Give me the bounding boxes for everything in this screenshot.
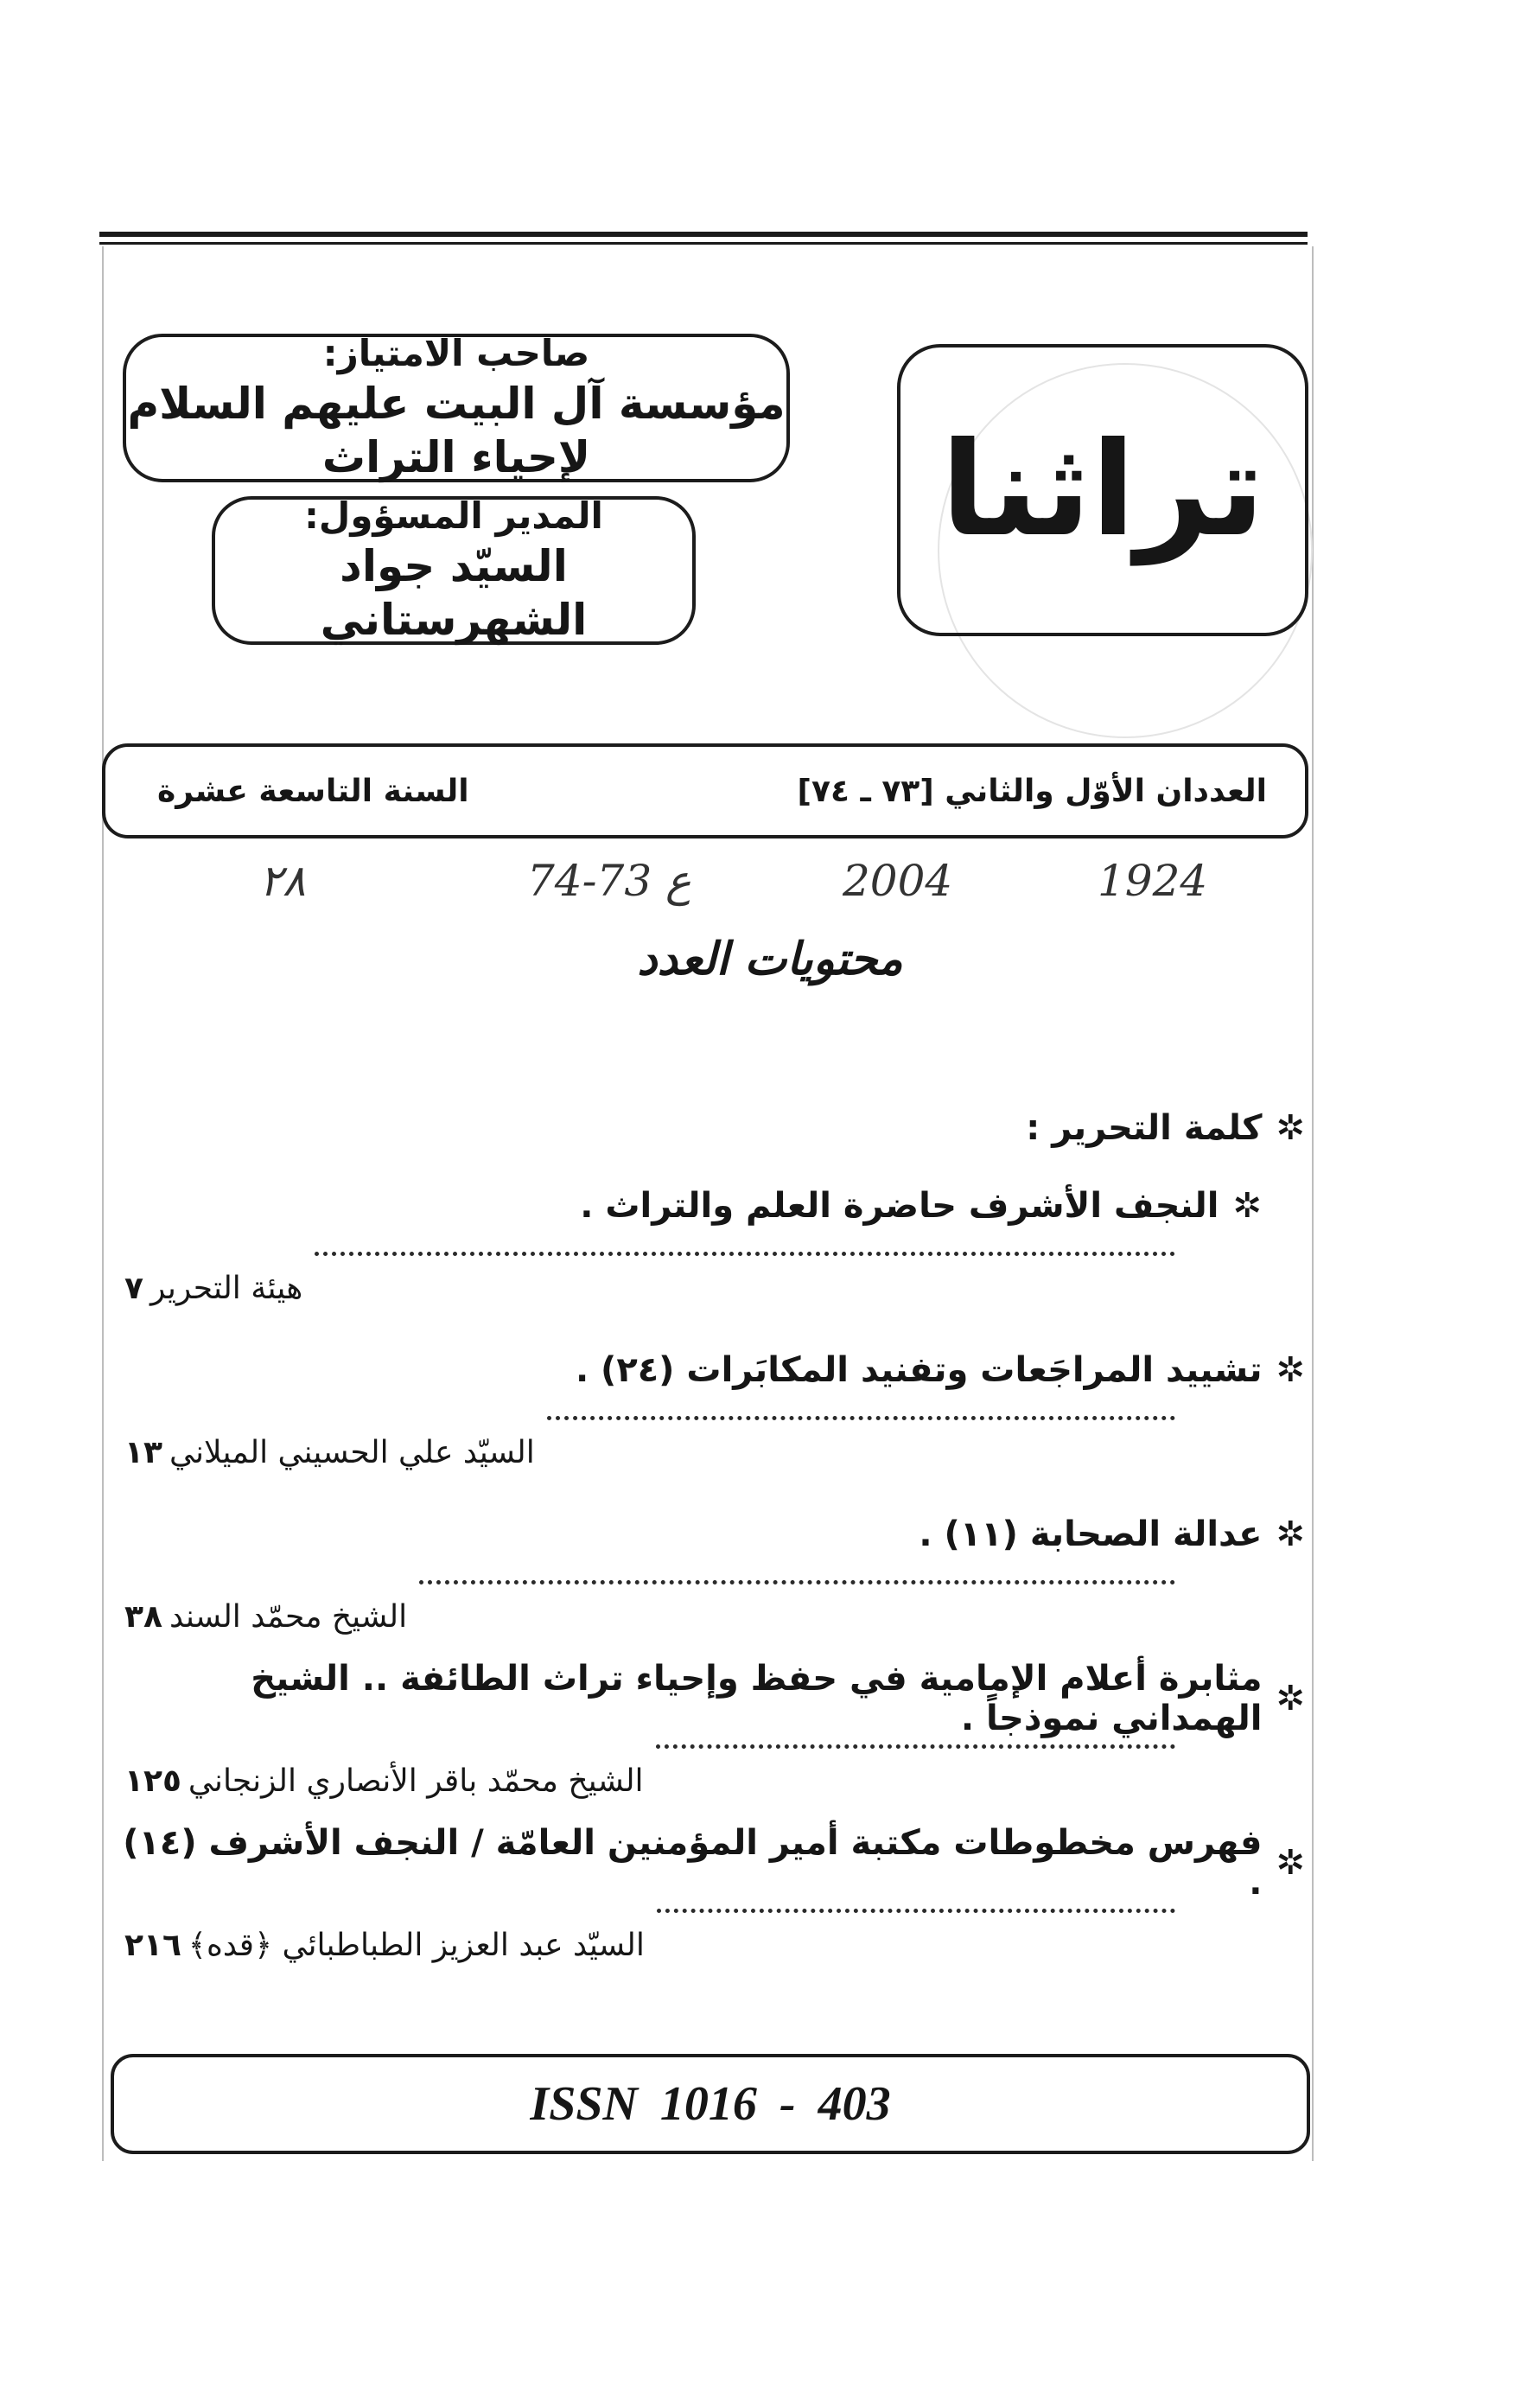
toc-editorial-heading — [112, 1089, 1305, 1167]
manager-value: السيّد جواد الشهرستاني — [320, 540, 588, 646]
star-bullet-icon: ✲ — [1276, 1679, 1305, 1718]
dot-leader — [657, 1909, 1175, 1913]
star-bullet-icon: ✲ — [1276, 1350, 1305, 1390]
toc-page-number: ١٢٥ — [124, 1763, 181, 1799]
issue-numbers: العددان الأوّل والثاني [٧٣ ـ ٧٤] — [797, 773, 1267, 809]
toc-entry-2-author — [112, 1409, 1305, 1495]
issue-box — [102, 743, 1308, 838]
toc-author: الشيخ محمّد باقر الأنصاري الزنجاني — [188, 1763, 644, 1799]
toc-entry-2-title — [112, 1331, 1305, 1409]
toc-page-number: ٣٨ — [124, 1598, 162, 1635]
toc-entry-4-title — [112, 1660, 1305, 1737]
dot-leader — [656, 1744, 1175, 1749]
manager-box — [212, 496, 696, 645]
toc-author: السيّد عبد العزيز الطباطبائي ﴿قده﴾ — [188, 1927, 645, 1963]
toc-entry-3-title — [112, 1495, 1305, 1573]
journal-logo — [897, 344, 1308, 636]
top-rule-thin — [99, 242, 1308, 245]
owner-value: مؤسسة آل البيت عليهم السلام لإحياء التراث — [127, 378, 786, 483]
owner-box — [123, 334, 790, 482]
toc-page-number: ١٣ — [124, 1434, 162, 1470]
toc-entry-4-author — [112, 1737, 1305, 1824]
toc-entry-1-author — [112, 1245, 1305, 1331]
dot-leader — [419, 1580, 1175, 1584]
star-bullet-icon: ✲ — [1232, 1186, 1262, 1226]
issue-year: السنة التاسعة عشرة — [157, 773, 469, 809]
toc-page-number: ٢١٦ — [124, 1927, 181, 1963]
issn-text: ISSN 1016 - 403 — [530, 2077, 891, 2131]
manager-label: المدير المسؤول: — [304, 494, 603, 538]
issn-box — [111, 2054, 1310, 2154]
toc-entry-5-author — [112, 1902, 1305, 1988]
handwritten-note-a: ٢٨ — [259, 856, 306, 906]
table-of-contents — [112, 1089, 1305, 1988]
top-rule — [99, 232, 1308, 237]
toc-entry-3-author — [112, 1573, 1305, 1660]
dot-leader — [547, 1416, 1175, 1420]
star-bullet-icon: ✲ — [1276, 1514, 1305, 1554]
owner-label: صاحب الامتياز: — [322, 332, 590, 375]
dot-leader — [315, 1252, 1175, 1256]
handwritten-note-d: 1924 — [1098, 856, 1208, 906]
handwritten-note-b: 74-73 ع — [527, 856, 691, 906]
handwritten-note-c: 2004 — [843, 856, 953, 906]
star-bullet-icon: ✲ — [1276, 1108, 1305, 1148]
toc-title: النجف الأشرف حاضرة العلم والتراث . — [580, 1186, 1219, 1226]
toc-title: تشييد المراجَعات وتفنيد المكابَرات (٢٤) . — [575, 1350, 1263, 1390]
contents-title: محتويات العدد — [637, 934, 903, 985]
toc-title: كلمة التحرير : — [1026, 1108, 1263, 1148]
toc-author: الشيخ محمّد السند — [169, 1598, 408, 1635]
toc-author: هيئة التحرير — [150, 1270, 303, 1306]
toc-page-number: ٧ — [124, 1270, 143, 1306]
toc-entry-1-title — [112, 1167, 1262, 1245]
logo-text: تراثنا — [940, 415, 1265, 565]
toc-entry-5-title — [112, 1824, 1305, 1902]
toc-title: فهرس مخطوطات مكتبة أمير المؤمنين العامّة / النجف الأشرف (١٤) . — [123, 1823, 1263, 1903]
toc-author: السيّد علي الحسيني الميلاني — [169, 1434, 535, 1470]
toc-title: مثابرة أعلام الإمامية في حفظ وإحياء تراث الطائفة .. الشيخ الهمداني نموذجاً . — [251, 1659, 1263, 1738]
star-bullet-icon: ✲ — [1276, 1843, 1305, 1883]
toc-title: عدالة الصحابة (١١) . — [919, 1514, 1263, 1554]
